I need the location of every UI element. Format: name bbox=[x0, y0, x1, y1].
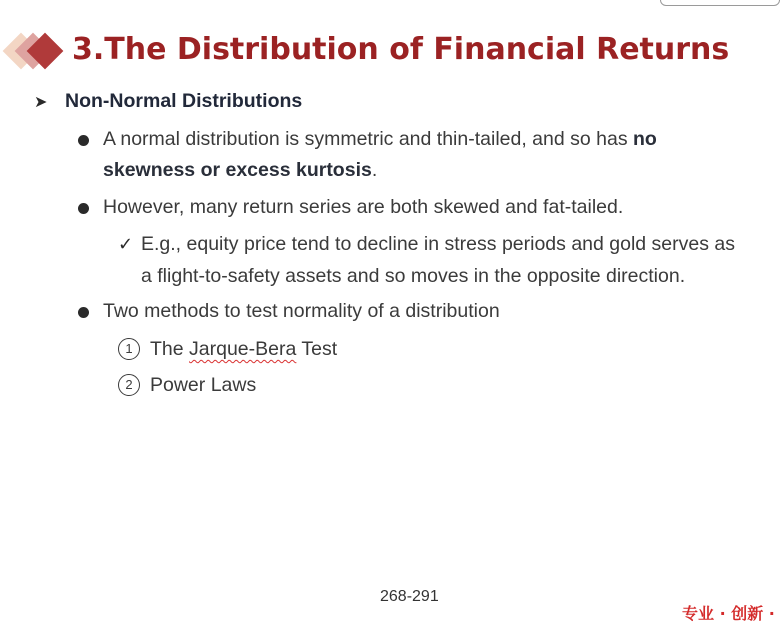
bullet-text: Two methods to test normality of a distribution bbox=[103, 300, 500, 322]
sub-bullet-line-1: E.g., equity price tend to decline in stress periods and gold serves as bbox=[141, 233, 735, 255]
bullet-text bbox=[78, 124, 738, 186]
section-heading-row bbox=[34, 90, 302, 116]
bullet-item-normal bbox=[78, 124, 738, 186]
page-number: 268-291 bbox=[380, 588, 439, 605]
checkmark-icon: ✓ bbox=[118, 234, 134, 254]
slide-header bbox=[0, 26, 780, 76]
bullet-item-methods bbox=[78, 296, 738, 327]
arrow-right-icon: ➤ bbox=[34, 93, 48, 111]
slide-title: 3.The Distribution of Financial Returns bbox=[72, 32, 730, 67]
section-heading: Non-Normal Distributions bbox=[65, 90, 303, 112]
spellcheck-marked-word: Jarque-Bera bbox=[189, 338, 297, 360]
sub-bullet-example bbox=[118, 228, 780, 292]
circled-number-icon: 2 bbox=[118, 374, 140, 396]
bullet-text-plain: A normal distribution is symmetric and thin-tailed, and so has bbox=[103, 128, 633, 150]
circled-number-icon: 1 bbox=[118, 338, 140, 360]
bullet-dot-icon bbox=[78, 203, 89, 214]
bullet-dot-icon bbox=[78, 135, 89, 146]
method-label-prefix: The bbox=[150, 338, 190, 360]
bullet-text: However, many return series are both skewed and fat-tailed. bbox=[103, 196, 624, 218]
method-label-suffix: Test bbox=[296, 338, 338, 360]
bullet-text-bold: no skewness or excess kurtosis bbox=[103, 128, 657, 181]
brand-slogan: 专业 · 创新 · bbox=[682, 604, 775, 623]
method-item-jarque-bera bbox=[118, 334, 337, 364]
window-corner-tab bbox=[660, 0, 780, 6]
bullet-text-end: . bbox=[371, 159, 378, 181]
bullet-dot-icon bbox=[78, 307, 89, 318]
method-item-power-laws bbox=[118, 370, 256, 400]
method-label: Power Laws bbox=[150, 374, 257, 396]
bullet-item-skewed bbox=[78, 192, 738, 223]
sub-bullet-line-2: a flight-to-safety assets and so moves in the opposite direction. bbox=[141, 265, 686, 287]
diamond-logo-icon bbox=[0, 26, 70, 76]
